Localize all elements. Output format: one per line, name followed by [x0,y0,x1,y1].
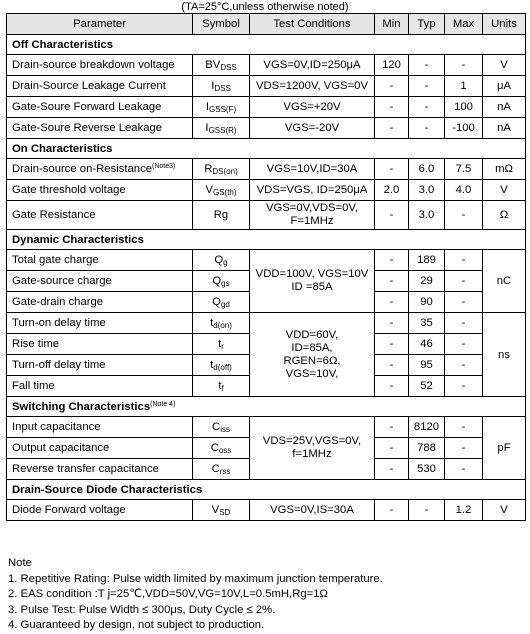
cond-cell: VGS=-20V [250,118,375,139]
typ-cell: 52 [409,376,445,397]
symbol-main: I [211,80,215,92]
header-units: Units [483,14,526,35]
symbol-cell [193,334,250,355]
section-title: On Characteristics [7,139,526,159]
symbol-cell [193,292,250,313]
symbol-main: t [218,380,222,392]
section-title: Dynamic Characteristics [7,230,526,250]
unit-cell: Ω [483,201,526,230]
symbol-sub: gs [221,279,230,288]
header-parameter: Parameter [7,14,193,35]
param-cell: Gate-Soure Forward Leakage [7,97,193,118]
symbol-main: I [205,101,210,113]
min-cell: - [375,271,409,292]
cond-cell: VGS=+20V [250,97,375,118]
max-cell: 7.5 [445,159,483,180]
symbol-main: BV [205,59,221,71]
section-title: Off Characteristics [7,35,526,55]
cond-cell-capacitance [250,417,375,480]
test-condition-caption: (TA=25°C,unless otherwise noted) [181,1,349,13]
typ-cell: 29 [409,271,445,292]
cond-line: VGS=10V, [285,367,339,380]
electrical-characteristics-table [6,13,526,521]
note-1: 1. Repetitive Rating: Pulse width limited by maximum junction temperature. [8,572,383,585]
table-row [7,76,526,97]
cond-line: VDD=60V, [285,328,339,341]
param-cell: Output capacitance [7,438,193,459]
max-cell: -100 [445,118,483,139]
cond-cell: VDS=1200V, VGS=0V [250,76,375,97]
param-cell: Diode Forward voltage [7,500,193,521]
symbol-cell [193,180,250,201]
symbol-main: Q [214,254,224,266]
max-cell: - [445,417,483,438]
symbol-main: t [210,317,214,329]
symbol-cell [193,97,250,118]
max-cell: - [445,459,483,480]
max-cell: 4.0 [445,180,483,201]
symbol-cell [193,159,250,180]
cond-line: VDD=100V, VGS=10V [255,268,369,280]
cond-line: ID=85A, [291,341,333,354]
notes-title: Note [8,557,32,569]
symbol-sub: DSS [220,63,237,72]
typ-cell: - [409,55,445,76]
param-cell: Rise time [7,334,193,355]
section-title: Drain-Source Diode Characteristics [7,480,526,500]
symbol-sub: f [221,384,224,393]
table-row [7,180,526,201]
min-cell: - [375,76,409,97]
symbol-main: C [210,442,219,454]
symbol-sub: rss [219,467,231,476]
typ-cell: 189 [409,250,445,271]
typ-cell: 3.0 [409,180,445,201]
max-cell: - [445,313,483,334]
param-cell: Gate threshold voltage [7,180,193,201]
param-cell: Drain-source breakdown voltage [7,55,193,76]
param-cell: Turn-off delay time [7,355,193,376]
min-cell: - [375,97,409,118]
param-cell: Total gate charge [7,250,193,271]
typ-cell: 8120 [409,417,445,438]
table-row [7,159,526,180]
section-note: (Note 4) [150,400,176,408]
section-dynamic [7,230,526,250]
cond-line: VDS=25V,VGS=0V, [262,435,362,447]
cond-line: f=1MHz [292,448,332,460]
typ-cell: 95 [409,355,445,376]
symbol-main: R [204,163,213,175]
typ-cell: 3.0 [409,201,445,230]
section-off [7,35,526,55]
typ-cell: - [409,97,445,118]
symbol-cell [193,118,250,139]
max-cell: - [445,55,483,76]
max-cell: - [445,355,483,376]
cond-cell-switching [250,313,375,397]
section-on [7,139,526,159]
min-cell: - [375,159,409,180]
symbol-cell [193,459,250,480]
typ-cell: 46 [409,334,445,355]
unit-cell-switching: ns [483,313,526,397]
note-2: 2. EAS condition :T j=25℃,VDD=50V,VG=10V,L=0.5mH,Rg=1Ω [8,588,328,600]
param-note: (Note3) [152,163,176,170]
symbol-main: Q [212,275,222,287]
symbol-sub: d(on) [213,321,232,330]
min-cell: - [375,201,409,230]
symbol-sub: oss [218,446,232,455]
table-header-row [7,14,526,35]
symbol-sub: GSS(R) [208,126,237,135]
table-row [7,417,526,438]
symbol-sub: SD [219,508,231,517]
typ-cell: - [409,76,445,97]
unit-cell: V [483,180,526,201]
section-title [7,397,526,417]
symbol-main: t [218,338,222,350]
table-row [7,313,526,334]
min-cell: - [375,417,409,438]
symbol-cell [193,313,250,334]
symbol-cell [193,500,250,521]
param-cell: Reverse transfer capacitance [7,459,193,480]
note-3: 3. Pulse Test: Pulse Width ≤ 300μs, Duty Cycle ≤ 2%. [8,603,276,616]
unit-cell: nA [483,118,526,139]
header-test-conditions: Test Conditions [250,14,375,35]
min-cell: - [375,334,409,355]
symbol-cell [193,417,250,438]
section-diode [7,480,526,500]
symbol-main: t [210,359,214,371]
symbol-main: C [211,463,220,475]
symbol-sub: g [223,258,228,267]
cond-cell-charge [250,250,375,313]
symbol-main: I [205,122,209,134]
unit-cell-capacitance: pF [483,417,526,480]
symbol-sub: r [221,342,224,351]
param-text: Drain-source on-Resistance [12,163,153,175]
param-cell: Gate-drain charge [7,292,193,313]
symbol-sub: DS(on) [212,167,238,176]
table-row [7,97,526,118]
cond-line: RGEN=6Ω, [283,354,341,367]
min-cell: - [375,459,409,480]
note-4: 4. Guaranteed by design, not subject to production. [8,619,265,631]
min-cell: - [375,250,409,271]
table-row [7,201,526,230]
symbol-main: V [211,504,220,516]
max-cell: 1 [445,76,483,97]
typ-cell: 6.0 [409,159,445,180]
cond-cell: VGS=0V,VDS=0V, F=1MHz [250,201,375,230]
cond-cell: VGS=10V,ID=30A [250,159,375,180]
param-cell: Input capacitance [7,417,193,438]
symbol-sub: iss [220,425,230,434]
symbol-cell [193,438,250,459]
cond-cell: VDS=VGS, ID=250μA [250,180,375,201]
symbol-sub: gd [220,300,230,309]
unit-cell: V [483,500,526,521]
symbol-sub: d(off) [213,363,232,372]
param-cell: Turn-on delay time [7,313,193,334]
param-cell [7,159,193,180]
table-row [7,500,526,521]
min-cell: 120 [375,55,409,76]
max-cell: - [445,376,483,397]
param-cell: Drain-Source Leakage Current [7,76,193,97]
min-cell: - [375,376,409,397]
symbol-cell [193,250,250,271]
unit-cell: mΩ [483,159,526,180]
symbol-cell [193,355,250,376]
typ-cell: 90 [409,292,445,313]
max-cell: - [445,438,483,459]
notes-block [8,556,383,634]
param-cell: Gate-source charge [7,271,193,292]
max-cell: - [445,271,483,292]
min-cell: 2.0 [375,180,409,201]
symbol-cell [193,376,250,397]
header-symbol: Symbol [193,14,250,35]
symbol-main: Q [212,296,221,308]
section-title-text: Switching Characteristics [12,400,151,413]
unit-cell: nA [483,97,526,118]
min-cell: - [375,438,409,459]
symbol-main: C [212,421,221,433]
typ-cell: 35 [409,313,445,334]
max-cell: - [445,201,483,230]
symbol-sub: DSS [214,84,231,93]
min-cell: - [375,118,409,139]
unit-cell: V [483,55,526,76]
table-row [7,250,526,271]
cond-cell: VGS=0V,ID=250μA [250,55,375,76]
max-cell: - [445,292,483,313]
symbol-cell [193,76,250,97]
param-cell: Gate-Soure Reverse Leakage [7,118,193,139]
unit-cell-charge: nC [483,250,526,313]
max-cell: 1.2 [445,500,483,521]
cond-cell: VGS=0V,IS=30A [250,500,375,521]
param-cell: Gate Resistance [7,201,193,230]
cond-line: ID =85A [291,281,333,293]
header-max: Max [445,14,483,35]
min-cell: - [375,292,409,313]
symbol-main: V [205,184,213,196]
typ-cell: - [409,500,445,521]
max-cell: 100 [445,97,483,118]
symbol-cell [193,55,250,76]
table-row [7,118,526,139]
header-typ: Typ [409,14,445,35]
symbol-cell [193,271,250,292]
unit-cell: μA [483,76,526,97]
min-cell: - [375,355,409,376]
header-min: Min [375,14,409,35]
symbol-sub: GSS(F) [209,105,237,114]
symbol-cell: Rg [193,201,250,230]
symbol-sub: GS(th) [212,188,237,197]
table-row [7,55,526,76]
typ-cell: - [409,118,445,139]
typ-cell: 530 [409,459,445,480]
min-cell: - [375,313,409,334]
typ-cell: 788 [409,438,445,459]
max-cell: - [445,250,483,271]
min-cell: - [375,500,409,521]
max-cell: - [445,334,483,355]
param-cell: Fall time [7,376,193,397]
section-switching [7,397,526,417]
